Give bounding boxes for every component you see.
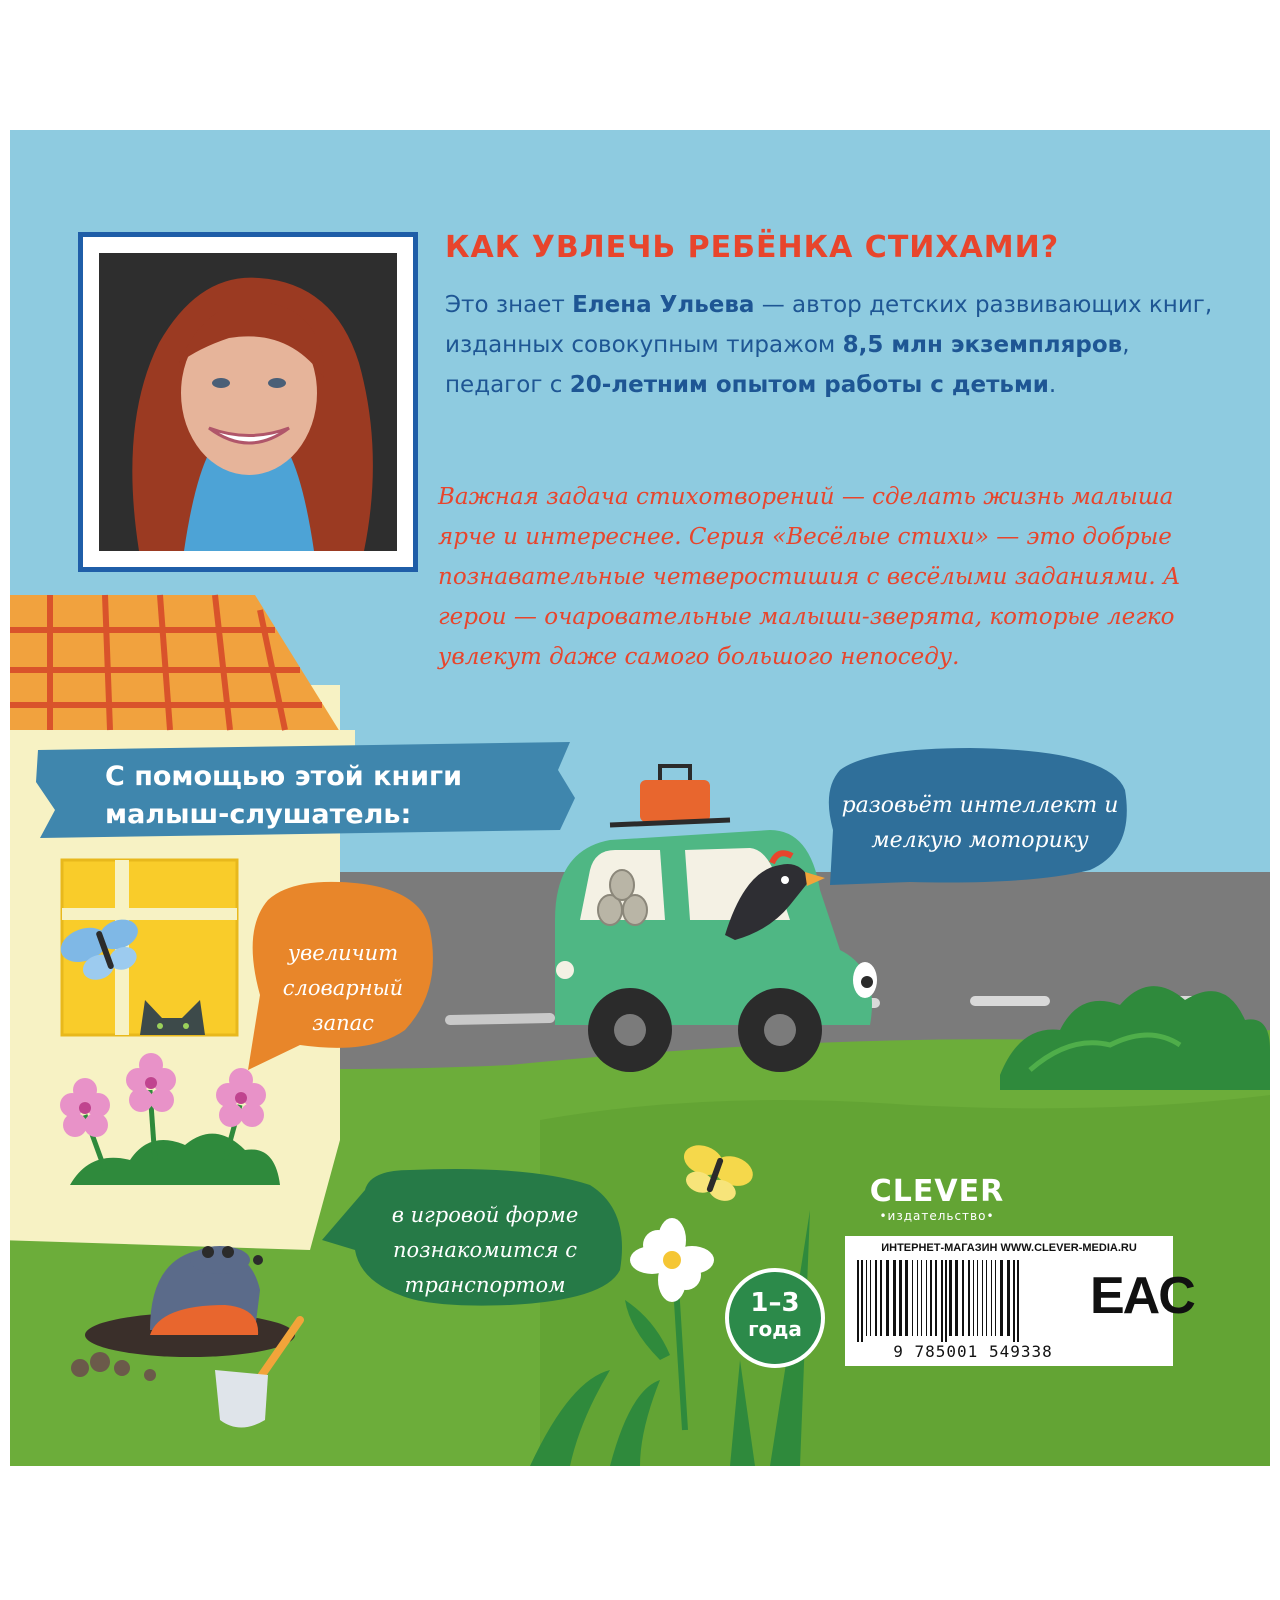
banner-line-2: малыш-слушатель: xyxy=(105,799,412,830)
eac-certification-mark: EAC xyxy=(1090,1267,1194,1325)
author-text-2: , педагог с xyxy=(445,332,1130,398)
benefits-banner xyxy=(105,758,565,834)
roof xyxy=(10,595,355,750)
author-lead: Это знает xyxy=(445,292,573,318)
bubble-vocabulary: увеличит словарный запас xyxy=(282,941,404,1035)
barcode-bar xyxy=(926,1260,927,1336)
author-text-1: — автор детских развивающих книг, изданных совокупным тиражом xyxy=(445,292,1213,358)
series-description: Важная задача стихотворений — сделать жизнь малыша ярче и интереснее. Серия «Весёлые стихи» — это добрые познавательные четверостишия с весёлыми заданиями. А герои — очаровательные малыши-зверята, которые легко увлекут даже самого большого непоседу. xyxy=(438,484,1181,670)
publisher-logo xyxy=(852,1175,1022,1223)
barcode-bar xyxy=(935,1260,937,1336)
experience: 20-летним опытом работы с детьми xyxy=(569,372,1049,398)
bubble-transport: в игровой форме познакомится с транспортом xyxy=(391,1203,579,1297)
barcode-bar xyxy=(861,1260,863,1342)
barcode-bar xyxy=(866,1260,867,1336)
barcode-bar xyxy=(875,1260,877,1336)
age-badge xyxy=(725,1268,825,1368)
banner-line-1: С помощью этой книги xyxy=(105,761,463,792)
author-text-end: . xyxy=(1048,372,1057,398)
publisher-name: CLEVER xyxy=(869,1174,1005,1209)
barcode-bar xyxy=(880,1260,882,1336)
barcode-bar xyxy=(870,1260,871,1336)
barcode-bar xyxy=(995,1260,996,1336)
book-back-cover xyxy=(10,130,1270,1466)
author-photo xyxy=(99,253,397,551)
age-range: 1–3 xyxy=(750,1288,800,1318)
bubble-intellect: разовьёт интеллект и мелкую моторику xyxy=(841,793,1119,853)
barcode-bar xyxy=(917,1260,918,1336)
author-name: Елена Ульева xyxy=(572,292,755,318)
isbn-number: 9 785001 549338 xyxy=(893,1342,1053,1361)
barcode-bar xyxy=(986,1260,987,1336)
barcode-bar xyxy=(930,1260,932,1336)
barcode-bar xyxy=(955,1260,958,1336)
age-unit: года xyxy=(748,1317,802,1341)
barcode-bar xyxy=(921,1260,922,1336)
circulation: 8,5 млн экземпляров xyxy=(842,332,1123,358)
barcode-bar xyxy=(912,1260,913,1336)
barcode-panel xyxy=(845,1236,1194,1366)
author-description xyxy=(445,285,1225,405)
shop-url: ИНТЕРНЕТ-МАГАЗИН WWW.CLEVER-MEDIA.RU xyxy=(881,1242,1137,1254)
barcode-bar xyxy=(1017,1260,1019,1342)
barcode-bar xyxy=(941,1260,943,1342)
barcode-bar xyxy=(945,1260,947,1342)
barcode-bar xyxy=(857,1260,859,1342)
isbn-barcode xyxy=(855,1260,1085,1342)
barcode-bar xyxy=(893,1260,896,1336)
barcode-bar xyxy=(1000,1260,1003,1336)
barcode-bar xyxy=(982,1260,983,1336)
barcode-bar xyxy=(949,1260,952,1336)
barcode-bar xyxy=(962,1260,964,1336)
barcode-bar xyxy=(899,1260,902,1336)
author-photo-frame xyxy=(78,232,418,572)
barcode-bar xyxy=(977,1260,978,1336)
barcode-bar xyxy=(905,1260,908,1336)
barcode-bar xyxy=(886,1260,889,1336)
barcode-bar xyxy=(973,1260,974,1336)
barcode-bar xyxy=(991,1260,992,1336)
headline: КАК УВЛЕЧЬ РЕБЁНКА СТИХАМИ? xyxy=(445,230,1060,265)
barcode-bar xyxy=(1013,1260,1015,1342)
barcode-bar xyxy=(968,1260,970,1336)
barcode-bar xyxy=(1007,1260,1010,1336)
publisher-subtitle: •издательство• xyxy=(879,1209,995,1223)
